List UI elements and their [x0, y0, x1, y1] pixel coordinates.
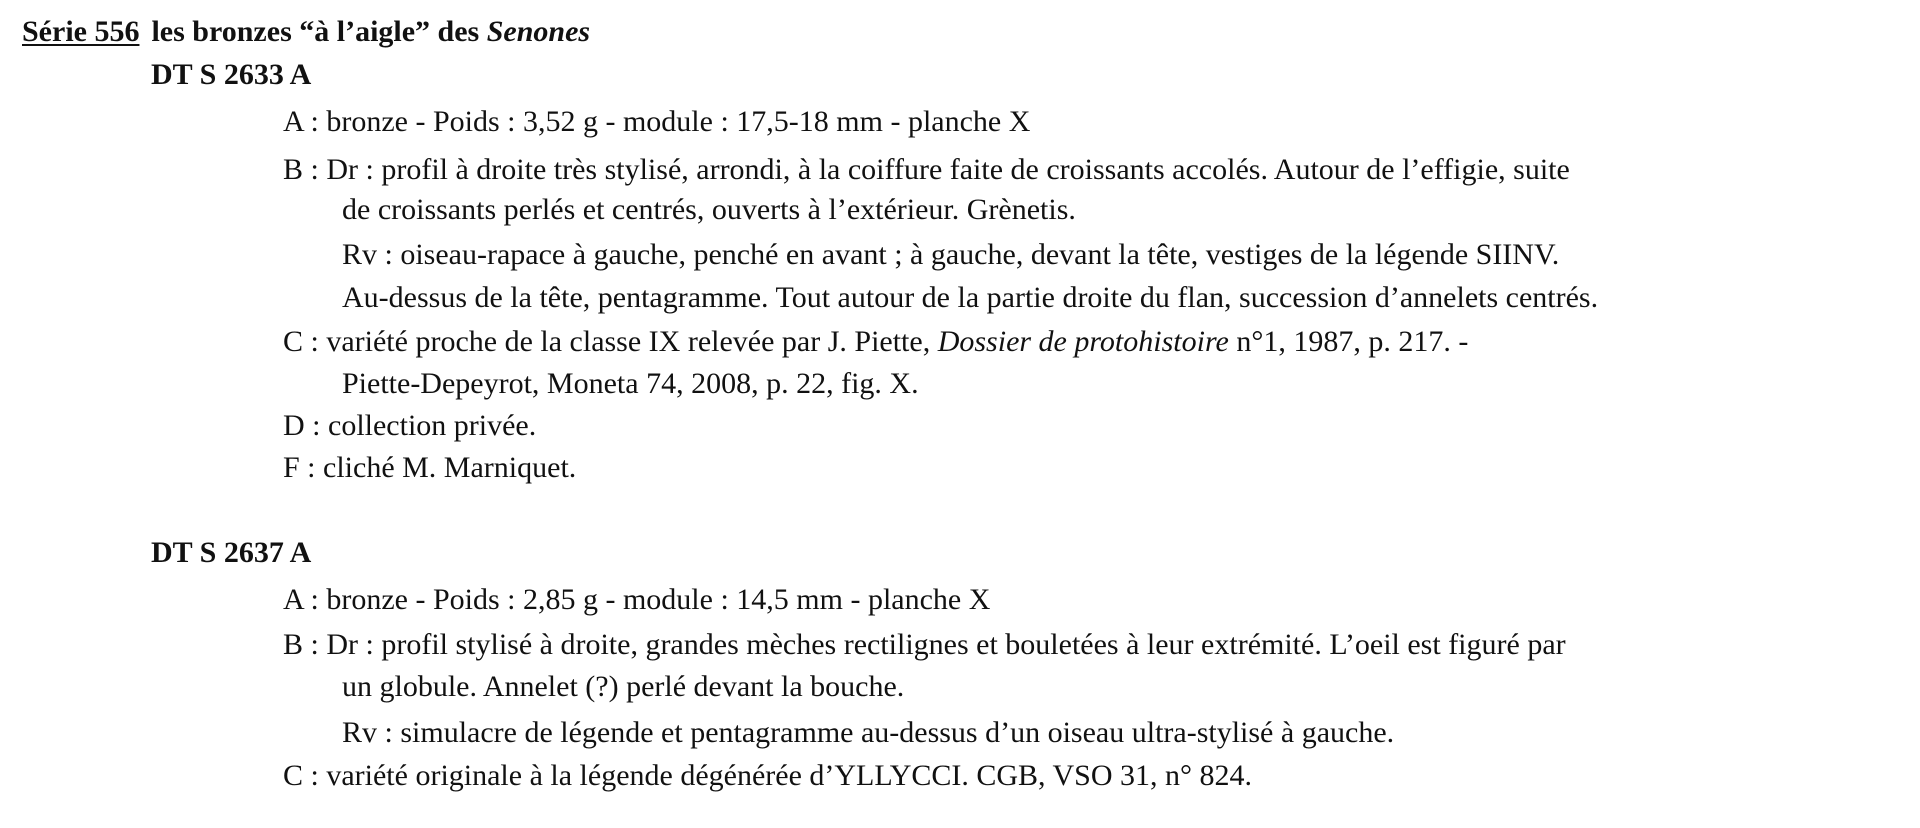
entry-id: DT S 2637 A	[151, 536, 312, 569]
series-title: les bronzes “à l’aigle” des	[151, 15, 480, 48]
entry-field-c	[283, 322, 1468, 362]
entry-field-b-cont: de croissants perlés et centrés, ouverts à l’extérieur. Grènetis.	[342, 193, 1076, 226]
entry-field-b-reverse-cont: Au-dessus de la tête, pentagramme. Tout autour de la partie droite du flan, succession d’annelets centrés.	[342, 281, 1599, 314]
publication-title: Dossier de protohistoire	[937, 325, 1229, 358]
entry-field-b: B : Dr : profil à droite très stylisé, arrondi, à la coiffure faite de croissants accolés. Autour de l’effigie, suite	[283, 153, 1570, 186]
entry-field-b-cont: un globule. Annelet (?) perlé devant la bouche.	[342, 670, 905, 703]
entry-field-a: A : bronze - Poids : 3,52 g - module : 17,5-18 mm - planche X	[283, 105, 1031, 138]
entry-field-c-cont: Piette-Depeyrot, Moneta 74, 2008, p. 22, fig. X.	[342, 367, 919, 400]
entry-field-c-text: C : variété proche de la classe IX relevée par J. Piette,	[283, 325, 938, 358]
entry-field-c-ref: n°1, 1987, p. 217. -	[1228, 325, 1469, 358]
series-heading	[22, 12, 590, 52]
entry-field-b-reverse: Rv : simulacre de légende et pentagramme au-dessus d’un oiseau ultra-stylisé à gauche.	[342, 716, 1395, 749]
series-people: Senones	[486, 15, 591, 48]
entry-field-d: D : collection privée.	[283, 409, 537, 442]
entry-field-a: A : bronze - Poids : 2,85 g - module : 14,5 mm - planche X	[283, 583, 991, 616]
entry-field-f: F : cliché M. Marniquet.	[283, 451, 577, 484]
entry-field-b: B : Dr : profil stylisé à droite, grandes mèches rectilignes et bouletées à leur extrémité. L’oeil est figuré par	[283, 628, 1566, 661]
entry-id: DT S 2633 A	[151, 58, 312, 91]
series-number: Série 556	[22, 15, 140, 48]
entry-field-b-reverse: Rv : oiseau-rapace à gauche, penché en avant ; à gauche, devant la tête, vestiges de la légende SIINV.	[342, 238, 1560, 271]
entry-field-c: C : variété originale à la légende dégénérée d’YLLYCCI. CGB, VSO 31, n° 824.	[283, 759, 1253, 792]
